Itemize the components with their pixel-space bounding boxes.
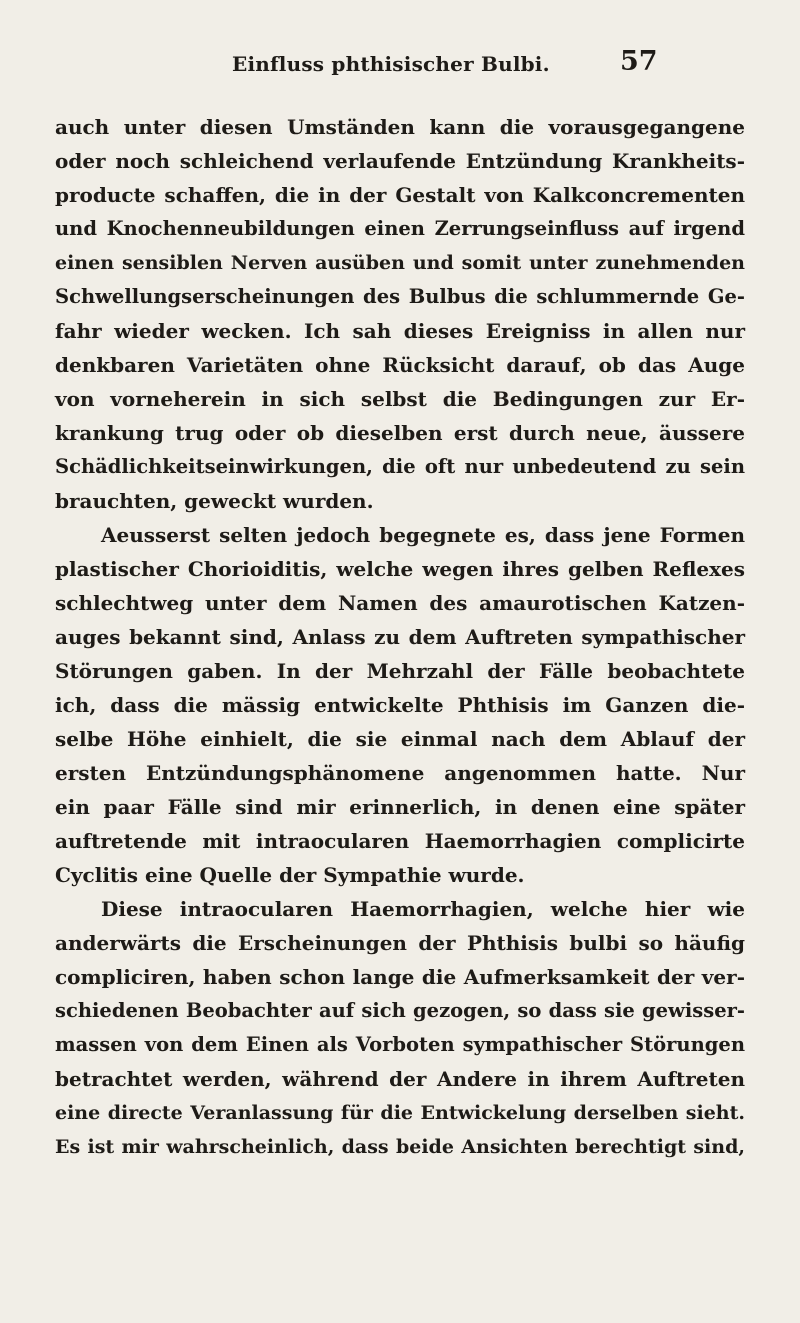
text-line: ersten Entzündungsphänomene angenommen hatte. Nur [55, 761, 745, 785]
text-line: einen sensiblen Nerven ausüben und somit unter zunehmenden [55, 252, 745, 274]
text-line: krankung trug oder ob dieselben erst durch neue, äussere [55, 421, 745, 445]
text-line: brauchten, geweckt wurden. [55, 489, 374, 513]
text-line: schiedenen Beobachter auf sich gezogen, so dass sie gewisser- [55, 999, 745, 1022]
text-line: Es ist mir wahrscheinlich, dass beide Ansichten berechtigt sind, [55, 1136, 745, 1158]
paragraph-start-line: Diese intraocularen Haemorrhagien, welche hier wie [101, 897, 745, 921]
page-number: 57 [620, 46, 658, 77]
text-line: oder noch schleichend verlaufende Entzündung Krankheits- [55, 149, 745, 173]
text-line: schlechtweg unter dem Namen des amaurotischen Katzen- [55, 591, 745, 615]
text-line: und Knochenneubildungen einen Zerrungseinfluss auf irgend [55, 217, 745, 240]
text-line: Schädlichkeitseinwirkungen, die oft nur unbedeutend zu sein [55, 455, 745, 478]
text-line: von vorneherein in sich selbst die Bedingungen zur Er- [55, 387, 745, 411]
running-head: Einfluss phthisischer Bulbi. [232, 52, 550, 76]
text-line: Störungen gaben. In der Mehrzahl der Fälle beobachtete [55, 659, 745, 683]
text-line: auges bekannt sind, Anlass zu dem Auftreten sympathischer [55, 625, 745, 649]
text-line: Schwellungserscheinungen des Bulbus die schlummernde Ge- [55, 285, 745, 308]
text-line: denkbaren Varietäten ohne Rücksicht darauf, ob das Auge [55, 353, 745, 377]
text-line: eine directe Veranlassung für die Entwickelung derselben sieht. [55, 1102, 745, 1124]
text-line: plastischer Chorioiditis, welche wegen ihres gelben Reflexes [55, 557, 745, 581]
body-text [55, 110, 745, 1164]
text-line: anderwärts die Erscheinungen der Phthisis bulbi so häufig [55, 931, 745, 955]
paragraph-start-line: Aeusserst selten jedoch begegnete es, dass jene Formen [101, 523, 745, 547]
text-line: Cyclitis eine Quelle der Sympathie wurde. [55, 863, 525, 887]
text-line: producte schaffen, die in der Gestalt von Kalkconcrementen [55, 183, 745, 207]
text-line: compliciren, haben schon lange die Aufmerksamkeit der ver- [55, 965, 745, 989]
text-line: ein paar Fälle sind mir erinnerlich, in denen eine später [55, 795, 745, 819]
text-line: betrachtet werden, während der Andere in ihrem Auftreten [55, 1067, 745, 1091]
text-line: ich, dass die mässig entwickelte Phthisis im Ganzen die- [55, 693, 745, 717]
text-line: selbe Höhe einhielt, die sie einmal nach dem Ablauf der [55, 727, 745, 751]
text-line: massen von dem Einen als Vorboten sympathischer Störungen [55, 1033, 745, 1056]
text-line: auch unter diesen Umständen kann die vorausgegangene [55, 115, 745, 139]
text-line: auftretende mit intraocularen Haemorrhagien complicirte [55, 829, 745, 853]
text-line: fahr wieder wecken. Ich sah dieses Ereigniss in allen nur [55, 319, 745, 343]
